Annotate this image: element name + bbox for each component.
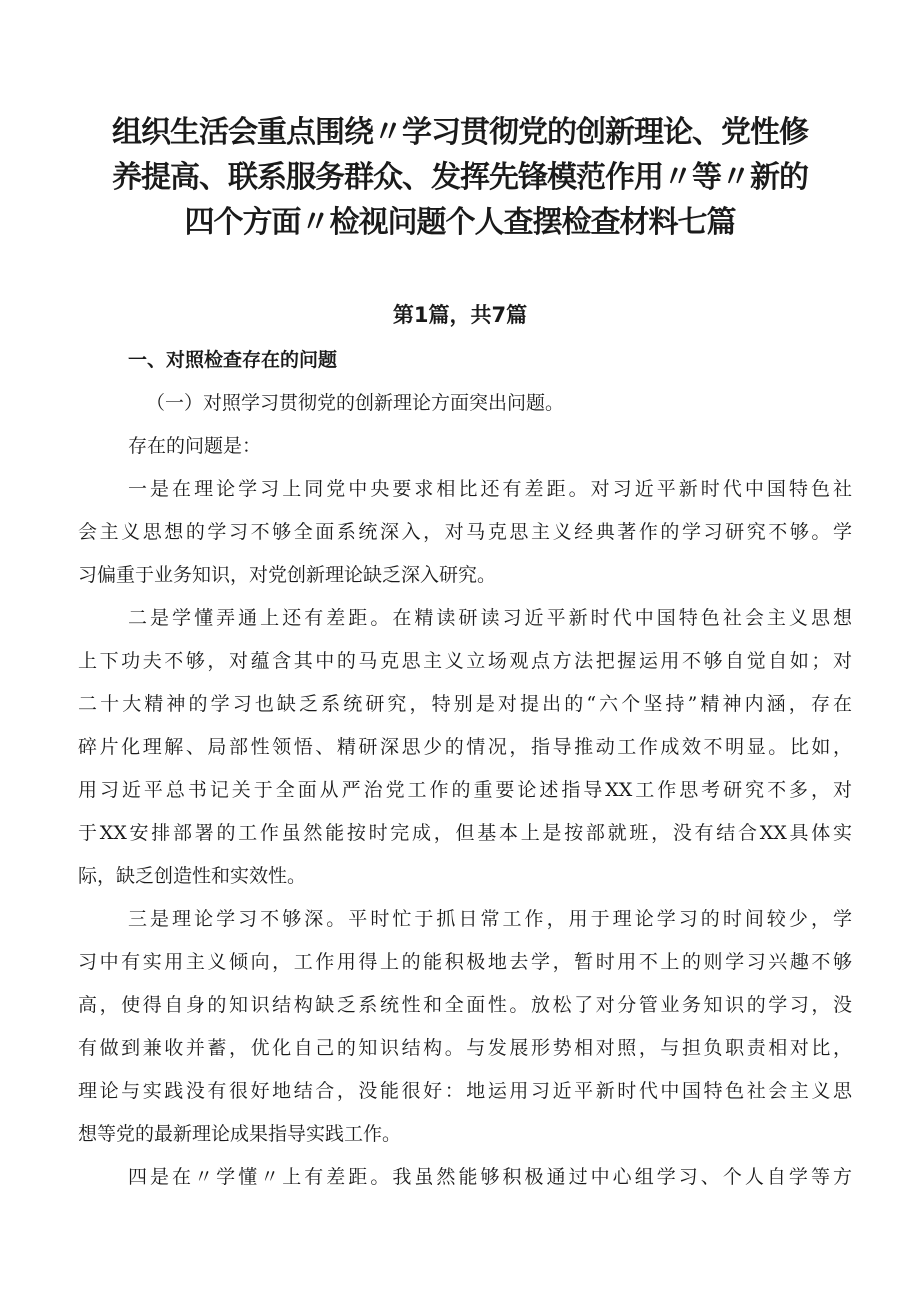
document-title: [60, 110, 860, 245]
paragraph-line: 上下功夫不够，对蕴含其中的马克思主义立场观点方法把握运用不够自觉自如；对: [78, 650, 852, 672]
title-line: 四个方面〃检视问题个人查摆检查材料七篇: [184, 205, 736, 240]
paragraph-line: 习偏重于业务知识，对党创新理论缺乏深入研究。: [78, 564, 497, 586]
intro-text: 存在的问题是：: [128, 435, 262, 457]
paragraph-line: 碎片化理解、局部性领悟、精研深思少的情况，指导推动工作成效不明显。比如，: [78, 736, 852, 758]
paragraph-line: 会主义思想的学习不够全面系统深入，对马克思主义经典著作的学习研究不够。学: [78, 521, 852, 543]
paragraph-line: 四是在〃学懂〃上有差距。我虽然能够积极通过中心组学习、个人自学等方: [128, 1166, 852, 1188]
paragraph-line: 际，缺乏创造性和实效性。: [78, 865, 307, 887]
paragraph-line: 有做到兼收并蓄，优化自己的知识结构。与发展形势相对照，与担负职责相对比，: [78, 1037, 852, 1059]
paragraph-line: 理论与实践没有很好地结合，没能很好：地运用习近平新时代中国特色社会主义思: [78, 1080, 852, 1102]
subheading: （一）对照学习贯彻党的创新理论方面突出问题。: [146, 392, 565, 414]
title-line: 养提高、联系服务群众、发挥先锋模范作用〃等〃新的: [112, 160, 808, 195]
paragraph-line: 一是在理论学习上同党中央要求相比还有差距。对习近平新时代中国特色社: [128, 478, 852, 500]
paragraph-line: 二十大精神的学习也缺乏系统研究，特别是对提出的“六个坚持”精神内涵，存在: [78, 693, 852, 715]
paragraph-line: 高，使得自身的知识结构缺乏系统性和全面性。放松了对分管业务知识的学习，没: [78, 994, 852, 1016]
section-heading: 一、对照检查存在的问题: [128, 349, 338, 371]
part-label: 第1篇，共7篇: [392, 303, 528, 327]
paragraph-line: 想等党的最新理论成果指导实践工作。: [78, 1123, 402, 1145]
paragraph-line: 二是学懂弄通上还有差距。在精读研读习近平新时代中国特色社会主义思想: [128, 607, 852, 629]
paragraph-line: 三是理论学习不够深。平时忙于抓日常工作，用于理论学习的时间较少，学: [128, 908, 852, 930]
paragraph-line: 用习近平总书记关于全面从严治党工作的重要论述指导XX工作思考研究不多，对: [78, 779, 852, 801]
title-line: 组织生活会重点围绕〃学习贯彻党的创新理论、党性修: [112, 115, 808, 150]
paragraph-line: 于XX安排部署的工作虽然能按时完成，但基本上是按部就班，没有结合XX具体实: [78, 822, 852, 844]
paragraph-line: 习中有实用主义倾向，工作用得上的能积极地去学，暂时用不上的则学习兴趣不够: [78, 951, 852, 973]
